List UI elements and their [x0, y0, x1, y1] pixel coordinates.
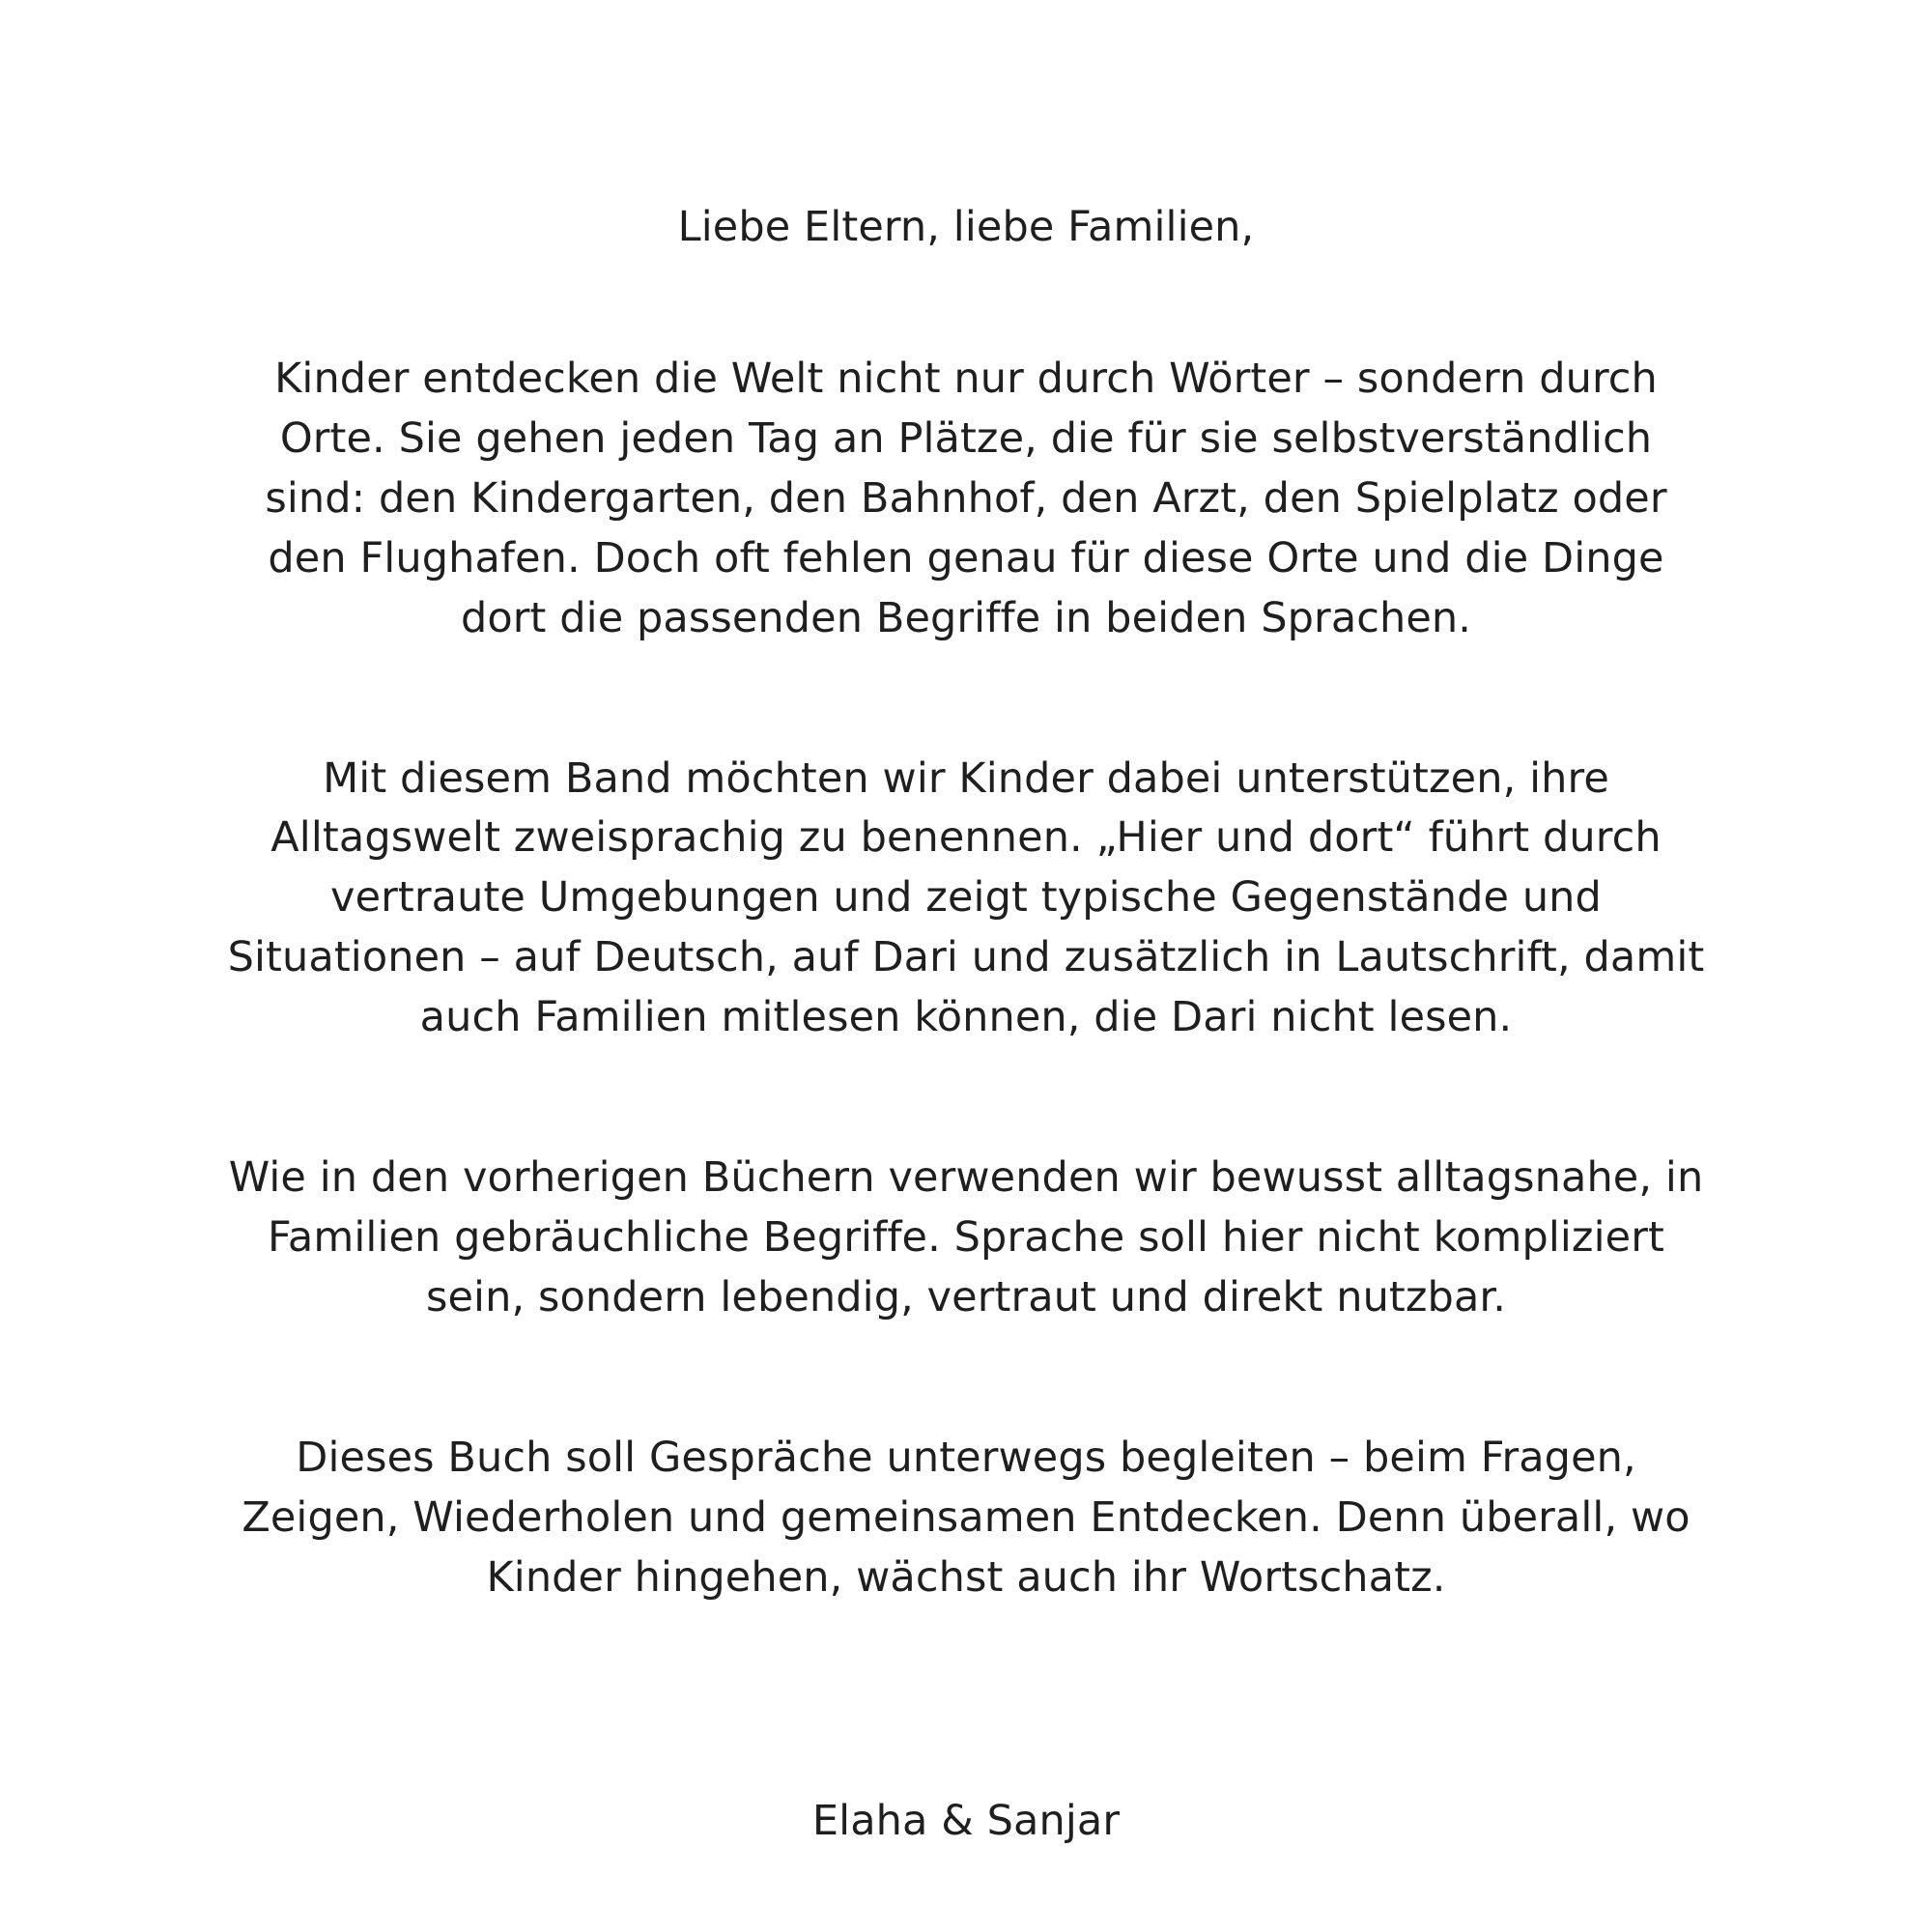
salutation: Liebe Eltern, liebe Familien, [677, 203, 1255, 251]
paragraph-4: Dieses Buch soll Gespräche unterwegs begleiten – beim Fragen, Zeigen, Wiederholen und gemeinsamen Entdecken. Denn überall, wo Kinder hingehen, wächst auch ihr Wortschatz. [242, 1433, 1690, 1602]
spacer [227, 257, 1705, 350]
paragraph-1: Kinder entdecken die Welt nicht nur durch Wörter – sondern durch Orte. Sie gehen jeden Tag an Plätze, die für sie selbstverständlich sind: den Kindergarten, den Bahnhof, den Arzt, den Spielplatz oder den Flughafen. Doch oft fehlen genau für diese Orte und die Dinge dort die passenden Begriffe in beiden Sprachen. [265, 355, 1667, 642]
spacer [227, 1608, 1705, 1792]
foreword-text-block [227, 198, 1705, 1851]
spacer [227, 1328, 1705, 1429]
signature: Elaha & Sanjar [811, 1796, 1121, 1845]
spacer [227, 649, 1705, 750]
spacer [227, 1048, 1705, 1149]
paragraph-2: Mit diesem Band möchten wir Kinder dabei unterstützen, ihre Alltagswelt zweisprachig zu benennen. „Hier und dort“ führt durch vertraute Umgebungen und zeigt typische Gegenstände und Situationen – auf Deutsch, auf Dari und zusätzlich in Lautschrift, damit auch Familien mitlesen können, die Dari nicht lesen. [227, 753, 1705, 1042]
paragraph-3: Wie in den vorherigen Büchern verwenden wir bewusst alltagsnahe, in Familien gebräuchliche Begriffe. Sprache soll hier nicht kompliziert sein, sondern lebendig, vertraut und direkt nutzbar. [228, 1153, 1704, 1321]
